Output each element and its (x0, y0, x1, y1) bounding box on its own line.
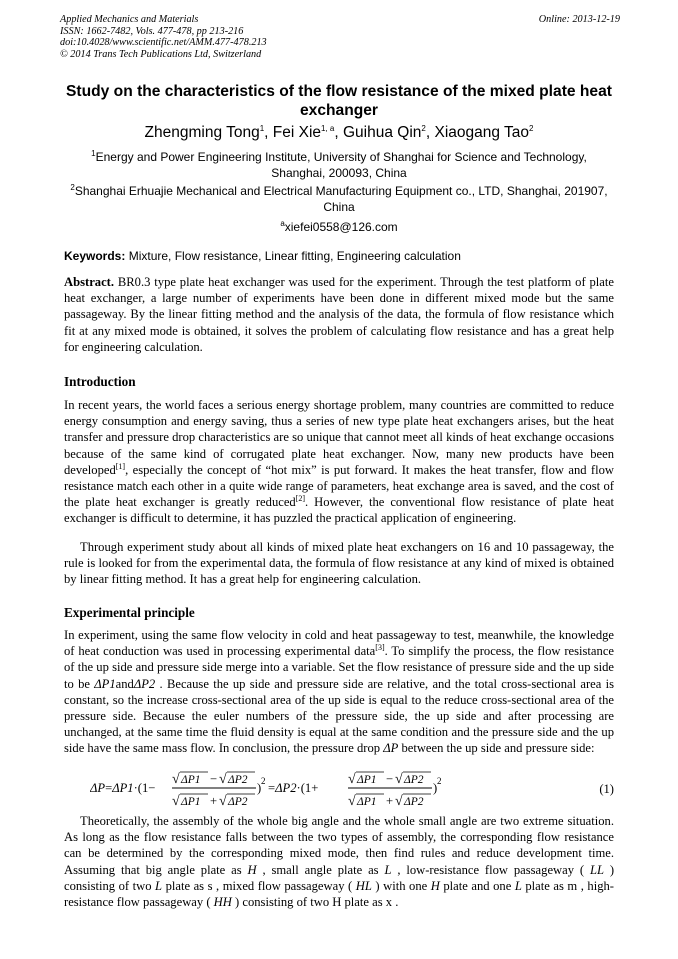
abstract-text: BR0.3 type plate heat exchanger was used for the experiment. Through the test platform of plate heat exchanger, a large number of experiments have been done in different mixed mode but the same passageway. By the linear fitting method and the analysis of the data, the formula of flow resistance which fit at any mixed mode is obtained, it solves the problem of calculating flow resistance and has a great help for engineering calculation. (64, 275, 614, 354)
keywords (64, 249, 614, 264)
affiliation-1 (64, 150, 614, 181)
citation: [3] (375, 643, 385, 653)
principle-paragraph-2 (64, 813, 614, 910)
principle-text: ) with one (371, 878, 431, 893)
author-sup: 2 (421, 123, 426, 133)
author-sup: 1 (259, 123, 265, 133)
eq-exp: 2 (437, 776, 442, 786)
eq-num: ΔP2 (228, 774, 248, 786)
math-var: L (155, 878, 163, 893)
citation: [2] (295, 494, 306, 504)
principle-text: . Because the up side and pressure side are relative, and the total cross-sectional area is constant, so the increase cross-sectional area of the up side is equal to the reduce cross-sectional area of the pressure side. Because the euler numbers of the pressure side, the up side and after processing are unchanged, at the same time the fluid density is equal at the same condition and the pressure side and the up side have the same mass flow. In conclusion, the pressure drop (64, 676, 615, 756)
sqrt-symbol: √ (172, 772, 180, 787)
equation-1 (90, 770, 614, 810)
eq-sign: = (105, 781, 113, 795)
eq-op: − (386, 772, 394, 786)
eq-dot: · (133, 781, 138, 795)
copyright: © 2014 Trans Tech Publications Ltd, Switzerland (60, 48, 262, 60)
principle-text: . To simplify the process, the flow resistance of the up side and pressure side merge into a variable. Set the flow resistance of pressure side and the up side to be (64, 644, 614, 691)
keywords-label: Keywords: (64, 249, 126, 263)
principle-text: ) consisting of two H plate as x . (231, 895, 399, 910)
principle-text: In experiment, using the same flow velocity in cold and heat passageway to test, meanwhile, the knowledge of heat conduction was used in processing experimental data (64, 628, 614, 659)
sqrt-symbol: √ (348, 794, 356, 809)
author-name: Zhengming Tong (144, 124, 260, 141)
sqrt-symbol: √ (395, 794, 403, 809)
eq-num: ΔP1 (357, 774, 377, 786)
intro-text: In recent years, the world faces a serious energy shortage problem, many countries are committed to reduce energy consumption and energy saving, thus a series of new type plate heat exchangers arises, but the heat transfer and pressure drop characteristics are so unique that cannot meet all kinds of heat exchange occasions because of the same kind of corrugated plate heat exchanger. Now, many new products have been developed (64, 398, 614, 477)
eq-paren: ) (257, 781, 262, 795)
eq-den: ΔP1 (357, 796, 377, 808)
eq-paren: (1+ (300, 781, 319, 795)
intro-paragraph-2: Through experiment study about all kinds of mixed plate heat exchangers on 16 and 10 passageway, the rule is looked for from the experimental data, the formula of flow resistance at any kind of mixed is obtained by linear fitting method. It has a great help for engineering calculation. (64, 540, 614, 587)
email-sup: a (280, 219, 285, 228)
principle-text: Theoretically, the assembly of the whole big angle and the whole small angle are two extreme situation. As long as the flow resistance falls between the two types of assembly, the corresponding flow resistance can be determined by the corresponding mixed mode, then find rules and reduce development time. Assuming that big angle plate as (64, 814, 614, 877)
svg-text:=ΔP2·(1+ (268, 781, 318, 795)
journal-name: Applied Mechanics and Materials (60, 14, 199, 25)
principle-text: , low-resistance flow passageway ( (391, 862, 590, 877)
aff-text: Shanghai Erhuajie Mechanical and Electrical Manufacturing Equipment co., LTD, Shanghai, 201907, China (74, 184, 608, 214)
affiliation-2 (64, 184, 614, 215)
online-date: Online: 2013-12-19 (538, 14, 620, 25)
eq-num: ΔP2 (404, 774, 424, 786)
author-sup: 1, a (321, 123, 335, 133)
citation: [1] (115, 461, 126, 471)
principle-text: plate as s , mixed flow passageway ( (162, 878, 356, 893)
math-var: H (430, 878, 440, 893)
doi: doi:10.4028/www.scientific.net/AMM.477-478.213 (60, 37, 267, 48)
eq-den: ΔP2 (404, 796, 424, 808)
eq-paren: (1− (137, 781, 156, 795)
author-name: Fei Xie (272, 124, 322, 141)
principle-text: between the up side and pressure side: (398, 741, 595, 756)
author-name: Xiaogang Tao (434, 124, 530, 141)
eq-op: + (386, 794, 394, 808)
principle-text: plate as m , high-resistance flow passageway ( (64, 878, 614, 910)
keywords-text: Mixture, Flow resistance, Linear fitting, Engineering calculation (128, 249, 461, 263)
math-var: H (247, 862, 257, 877)
eq-den: ΔP1 (181, 796, 201, 808)
eq-term: ΔP1 (112, 781, 134, 795)
math-var: HL (355, 878, 372, 893)
sqrt-symbol: √ (219, 772, 227, 787)
math-var: ΔP1 (94, 676, 116, 691)
aff-text: Energy and Power Engineering Institute, University of Shanghai for Science and Technology, Shanghai, 200093, China (95, 150, 587, 180)
math-var: L (384, 862, 392, 877)
eq-term: ΔP2 (275, 781, 297, 795)
principle-heading: Experimental principle (64, 605, 195, 620)
aff-sup: 1 (91, 149, 96, 158)
author-name: Guihua Qin (343, 124, 422, 141)
aff-sup: 2 (70, 183, 75, 192)
email-text: xiefei0558@126.com (284, 220, 398, 234)
intro-heading: Introduction (64, 374, 136, 389)
author-sup: 2 (529, 123, 534, 133)
principle-text: plate and one (439, 878, 515, 893)
paper-title: Study on the characteristics of the flow resistance of the mixed plate heat exchanger (66, 83, 612, 119)
math-var: HH (213, 895, 232, 910)
eq-sign: = (268, 781, 276, 795)
sqrt-symbol: √ (395, 772, 403, 787)
principle-paragraph-1 (64, 627, 614, 757)
eq-lhs: ΔP (90, 781, 106, 795)
eq-op: − (210, 772, 218, 786)
eq-op: + (210, 794, 218, 808)
math-var: ΔP (383, 741, 399, 756)
intro-text: . However, the conventional flow resistance of plate heat exchanger is difficult to determine, it has puzzled the practical application of engineering. (64, 495, 614, 526)
abstract (64, 274, 614, 355)
sqrt-symbol: √ (219, 794, 227, 809)
math-var: LL (589, 862, 604, 877)
principle-text: ) consisting of two (64, 862, 615, 893)
abstract-label: Abstract. (64, 275, 115, 289)
eq-dot: · (296, 781, 301, 795)
eq-num: ΔP1 (181, 774, 201, 786)
eq-paren: ) (433, 781, 438, 795)
sqrt-symbol: √ (348, 772, 356, 787)
math-var: L (514, 878, 522, 893)
math-var: ΔP2 (133, 676, 156, 691)
equation-graphic (90, 770, 530, 812)
sqrt-symbol: √ (172, 794, 180, 809)
svg-text:ΔP=ΔP1·(1− (90, 781, 155, 795)
eq-den: ΔP2 (228, 796, 248, 808)
principle-text: and (115, 676, 134, 691)
eq-exp: 2 (261, 776, 266, 786)
author-list: Zhengming Tong$^1$, Fei Xie$^{1, a}$, Guihua Qin$^2$, Xiaogang Tao$^2$ (144, 123, 534, 141)
email (64, 220, 614, 236)
journal-header (60, 14, 620, 60)
principle-text: , small angle plate as (256, 862, 385, 877)
issn: ISSN: 1662-7482, Vols. 477-478, pp 213-216 (60, 25, 244, 37)
intro-text: , especially the concept of “hot mix” is put forward. It makes the heat transfer, flow and flow resistance match each other in a quite wide range of parameters, heat exchange area is saved, and the cost of the plate heat exchanger is greatly reduced (64, 462, 614, 510)
equation-number: (1) (599, 782, 614, 796)
intro-paragraph-1 (64, 397, 614, 527)
